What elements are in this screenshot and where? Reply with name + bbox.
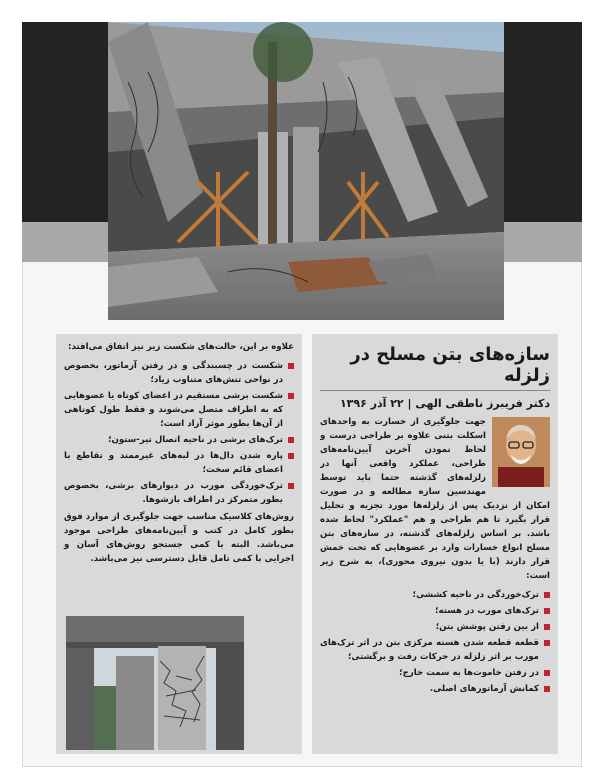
bullet-square-icon <box>544 592 550 598</box>
bullet-square-icon <box>544 670 550 676</box>
damage-item: قطعه قطعه شدن هسته مرکزی بتن در اثر ترک‌های مورب بر اثر زلزله در حرکات رفت و برگشتی؛ <box>320 636 550 664</box>
failure-intro: علاوه بر این، حالت‌های شکست زیر نیز اتفاق می‌افتد: <box>68 342 294 352</box>
bullet-square-icon <box>544 640 550 646</box>
lead-block <box>320 415 550 583</box>
damage-item: ترک‌خوردگی در ناحیه کششی؛ <box>320 588 550 602</box>
damage-item: از بین رفتن پوشش بتن؛ <box>320 620 550 634</box>
bullet-square-icon <box>288 453 294 459</box>
bullet-square-icon <box>288 393 294 399</box>
bullet-square-icon <box>544 608 550 614</box>
failure-item: شکست برشی مستقیم در اعضای کوتاه یا عضوهایی که به اطراف متصل می‌شوند و فقط طول کوتاهی از آن‌ها بطور موثر آزاد است؛ <box>64 389 294 431</box>
failure-list <box>64 359 294 507</box>
bullet-square-icon <box>544 686 550 692</box>
hero-photo-collapsed-freeway <box>108 22 504 320</box>
failure-item: شکست در چسبندگی و در رفتن آرماتور، بخصوص در نواحی تنش‌های متناوب زیاد؛ <box>64 359 294 387</box>
closing-paragraph: روش‌های کلاسیک مناسب جهت جلوگیری از موارد فوق بطور کامل در کتب و آیین‌نامه‌های طراحی موجود می‌باشد. البته با کمی جستجو روش‌های آسان و اجرایی با کمی تامل قابل دسترسی نیز می‌باشد. <box>64 512 294 564</box>
failure-item: پاره شدن دال‌ها در لبه‌های غیرممتد و تقاطع با اعضای قائم سخت؛ <box>64 449 294 477</box>
damage-item: در رفتن خاموت‌ها به سمت خارج؛ <box>320 666 550 680</box>
bullet-square-icon <box>288 437 294 443</box>
failure-item: ترک‌خوردگی مورب در دیوارهای برشی، بخصوص بطور متمرکز در اطراف بازشوها. <box>64 479 294 507</box>
bullet-square-icon <box>544 624 550 630</box>
article-lead: جهت جلوگیری از خسارت به واحدهای اسکلت بتنی علاوه بر طراحی درست و لحاظ نمودن آخرین آیین‌نامه‌های طراحی، عملکرد واقعی آنها در زلزله‌های گذشته حتما باید توسط مهندسین سازه مطالعه و در صورت امکان از نزدیک پس از زلزله‌ها مورد تجزیه و تحلیل قرار بگیرد تا هم طراحی و هم "عملکرد" لحاظ شده باشد. بر اساس زلزله‌های گذشته، در سازه‌های بتن مسلح انواع خسارات وارد بر عضوهایی که تحت خمش قرار دارند (با یا بدون نیروی محوری)، به شرح زیر است: <box>320 417 550 581</box>
bullet-square-icon <box>288 363 294 369</box>
article-title: سازه‌های بتن مسلح در زلزله <box>320 344 550 391</box>
article-right-column <box>312 334 558 754</box>
author-line: دکتر فریبرز ناطقی الهی | ۲۲ آذر ۱۳۹۶ <box>339 397 550 410</box>
damage-item: ترک‌های مورب در هسته؛ <box>320 604 550 618</box>
bullet-square-icon <box>288 483 294 489</box>
photo-damaged-column <box>66 616 244 750</box>
damage-item: کمانش آرماتورهای اصلی. <box>320 682 550 696</box>
author-portrait <box>492 417 550 487</box>
damage-list <box>320 588 550 696</box>
failure-item: ترک‌های برشی در ناحیه اتصال تیر-ستون؛ <box>64 433 294 447</box>
